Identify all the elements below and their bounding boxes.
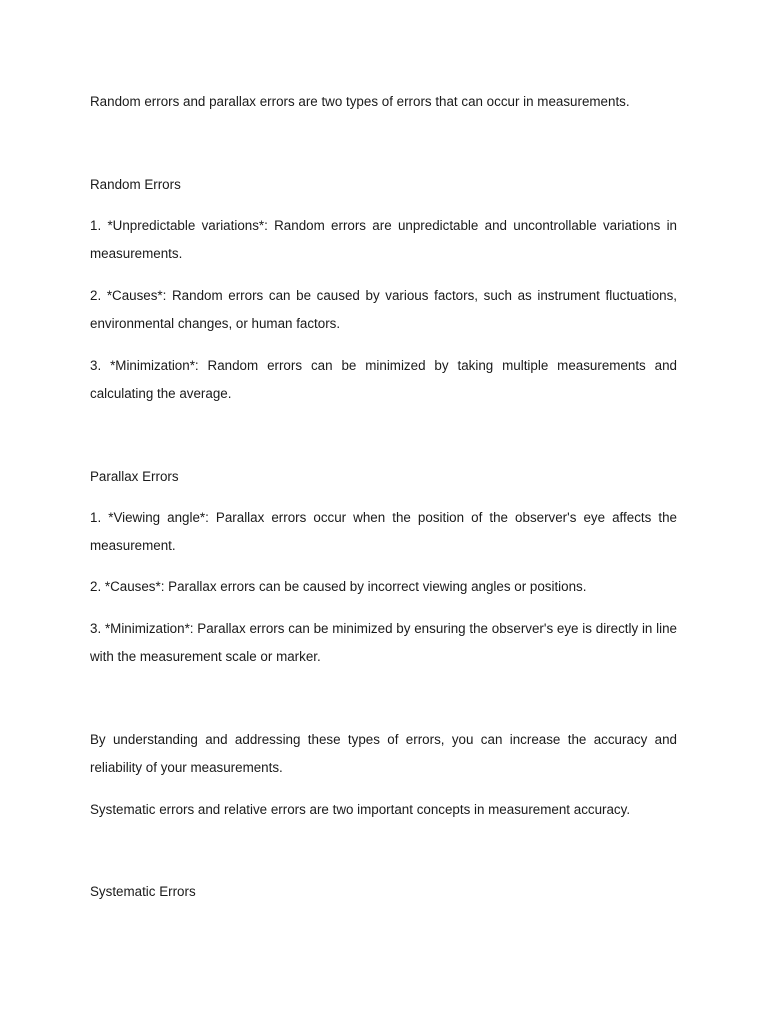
random-errors-item-2: 2. *Causes*: Random errors can be caused by various factors, such as instrument fluctuations, environmental changes, or human factors.: [90, 288, 677, 331]
parallax-errors-item-3: 3. *Minimization*: Parallax errors can be minimized by ensuring the observer's eye is directly in line with the measurement scale or marker.: [90, 621, 677, 664]
random-errors-heading: Random Errors: [90, 177, 181, 192]
systematic-errors-heading: Systematic Errors: [90, 884, 196, 899]
parallax-errors-item-1: 1. *Viewing angle*: Parallax errors occur when the position of the observer's eye affects the measurement.: [90, 510, 677, 553]
random-errors-item-3: 3. *Minimization*: Random errors can be minimized by taking multiple measurements and calculating the average.: [90, 358, 677, 401]
systematic-intro-paragraph: Systematic errors and relative errors are two important concepts in measurement accuracy.: [90, 802, 631, 817]
parallax-errors-heading: Parallax Errors: [90, 469, 179, 484]
random-errors-item-1: 1. *Unpredictable variations*: Random errors are unpredictable and uncontrollable variations in measurements.: [90, 218, 677, 261]
intro-paragraph: Random errors and parallax errors are two types of errors that can occur in measurements.: [90, 94, 630, 109]
conclusion-paragraph: By understanding and addressing these types of errors, you can increase the accuracy and reliability of your measurements.: [90, 732, 677, 775]
parallax-errors-item-2: 2. *Causes*: Parallax errors can be caused by incorrect viewing angles or positions.: [90, 579, 587, 594]
